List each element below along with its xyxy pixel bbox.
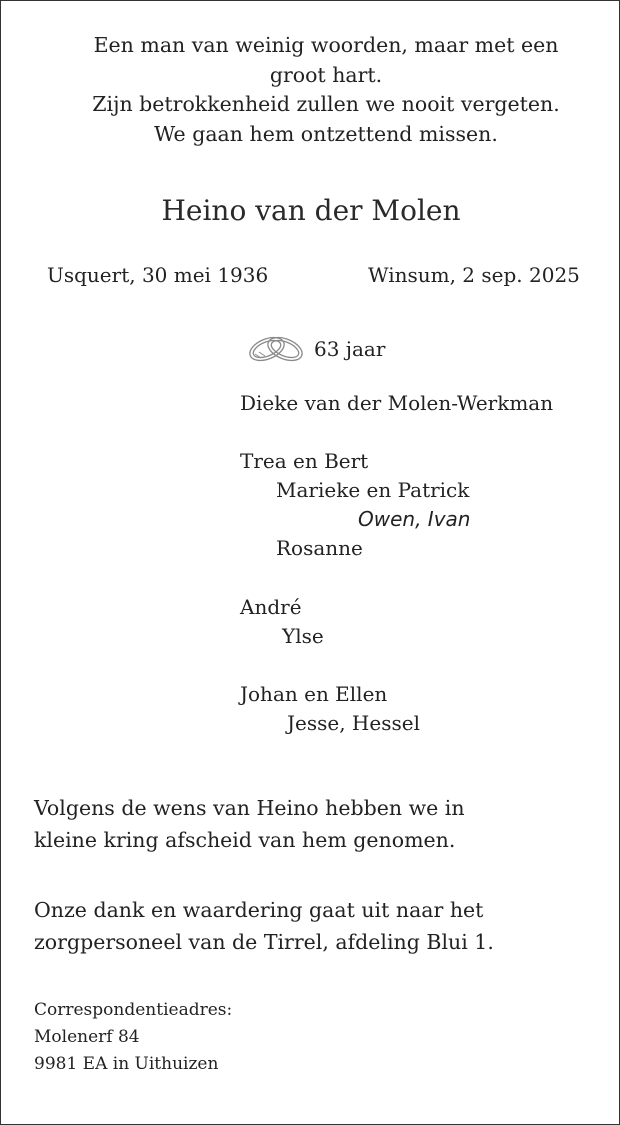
grandchild-name: Marieke en Patrick [276, 478, 470, 502]
child-name: Trea en Bert [240, 449, 369, 473]
deceased-name: Heino van der Molen [161, 194, 461, 227]
message-line: Volgens de wens van Heino hebben we in [34, 796, 465, 820]
correspondence-address [34, 997, 232, 1078]
grandchild-names: Jesse, Hessel [287, 711, 420, 735]
poem-line: groot hart. [269, 62, 383, 87]
great-grandchild-names: Owen, Ivan [358, 507, 471, 531]
address-city: 9981 EA in Uithuizen [34, 1054, 219, 1074]
death-place-date: Winsum, 2 sep. 2025 [368, 263, 580, 287]
message-line: kleine kring afscheid van hem genomen. [34, 828, 456, 852]
birth-place-date: Usquert, 30 mei 1936 [47, 263, 269, 287]
message-line: Onze dank en waardering gaat uit naar het [34, 898, 484, 922]
poem-line: Een man van weinig woorden, maar met een [93, 33, 559, 57]
grandchild-name: Rosanne [276, 536, 363, 560]
message-line: zorgpersoneel van de Tirrel, afdeling Blui 1. [34, 930, 494, 954]
child-name: Johan en Ellen [240, 682, 388, 706]
poem [41, 31, 611, 149]
address-street: Molenerf 84 [34, 1027, 140, 1047]
wedding-rings-icon [245, 332, 307, 366]
child-name: André [240, 595, 302, 619]
grandchild-name: Ylse [282, 624, 324, 648]
address-label: Correspondentieadres: [34, 1000, 233, 1020]
thanks-message [34, 894, 594, 958]
farewell-message [34, 792, 594, 856]
poem-line: Zijn betrokkenheid zullen we nooit vergeten. [92, 92, 560, 116]
poem-line: We gaan hem ontzettend missen. [154, 121, 498, 146]
spouse-name: Dieke van der Molen-Werkman [240, 391, 554, 415]
marriage-years: 63 jaar [314, 337, 386, 361]
